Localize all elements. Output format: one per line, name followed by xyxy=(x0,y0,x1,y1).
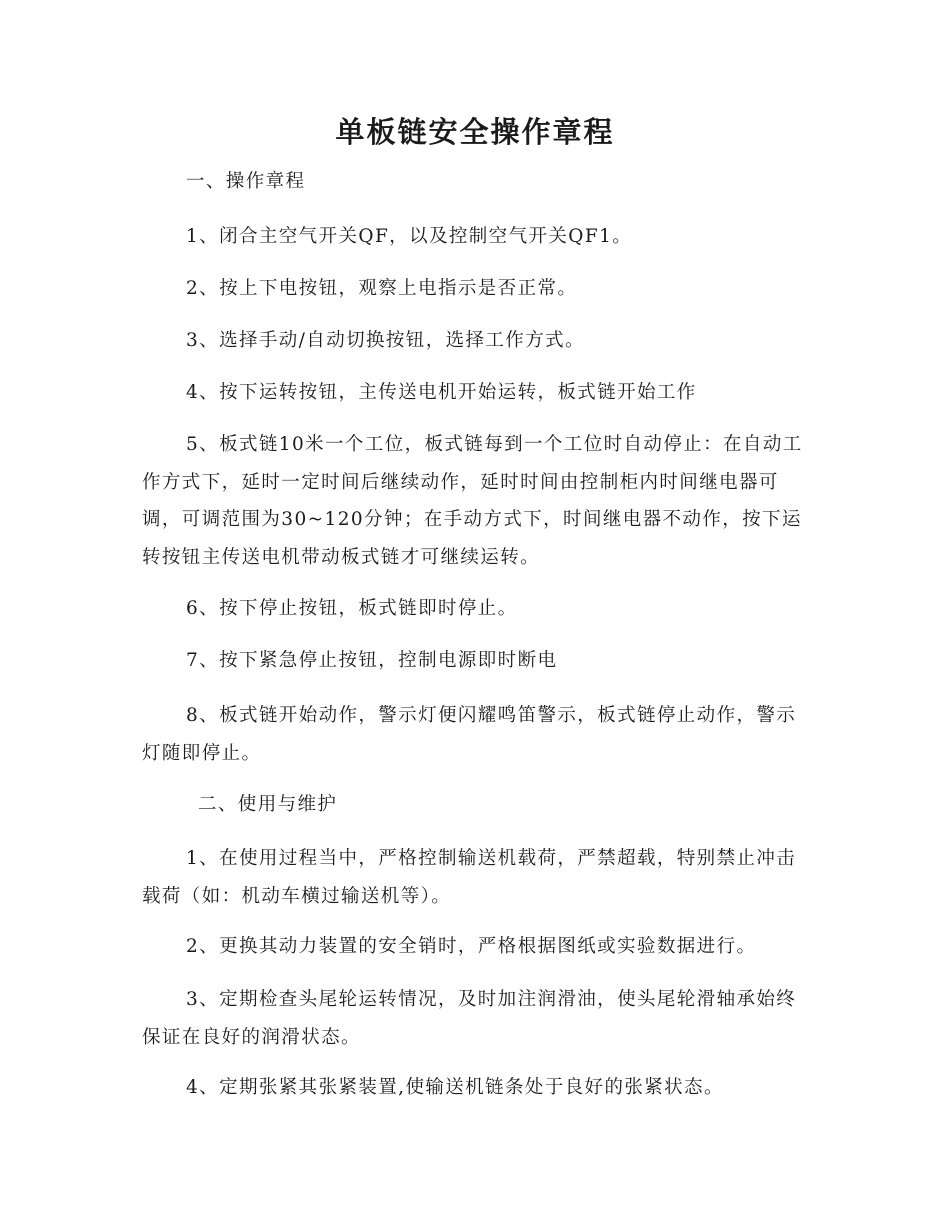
section-heading-maintenance: 二、使用与维护 xyxy=(198,794,338,815)
maintenance-item-2: 2、更换其动力装置的安全销时，严格根据图纸或实验数据进行。 xyxy=(186,936,757,957)
operation-item-4: 4、按下运转按钮，主传送电机开始运转，板式链开始工作 xyxy=(186,382,697,403)
operation-item-3: 3、选择手动/自动切换按钮，选择工作方式。 xyxy=(186,330,585,351)
operation-item-2: 2、按上下电按钮，观察上电指示是否正常。 xyxy=(186,278,578,299)
operation-item-1: 1、闭合主空气开关QF，以及控制空气开关QF1。 xyxy=(186,226,633,247)
maintenance-item-4: 4、定期张紧其张紧装置,使输送机链条处于良好的张紧状态。 xyxy=(186,1077,724,1098)
maintenance-item-3: 3、定期检查头尾轮运转情况，及时加注润滑油，使头尾轮滑轴承始终保证在良好的润滑状态。 xyxy=(142,989,797,1048)
operation-item-7: 7、按下紧急停止按钮，控制电源即时断电 xyxy=(186,650,558,671)
operation-item-8: 8、板式链开始动作，警示灯便闪耀鸣笛警示，板式链停止动作，警示灯随即停止。 xyxy=(142,705,797,764)
section-heading-operation: 一、操作章程 xyxy=(186,171,306,192)
document-title: 单板链安全操作章程 xyxy=(335,115,615,149)
operation-item-5: 5、板式链10米一个工位，板式链每到一个工位时自动停止：在自动工作方式下，延时一定时间后继续动作，延时时间由控制柜内时间继电器可调，可调范围为30~120分钟；在手动方式下，时间继电器不动作，按下运转按钮主传送电机带动板式链才可继续运转。 xyxy=(142,434,803,568)
operation-item-6: 6、按下停止按钮，板式链即时停止。 xyxy=(186,598,518,619)
maintenance-item-1: 1、在使用过程当中，严格控制输送机载荷，严禁超载，特别禁止冲击载荷（如：机动车横过输送机等）。 xyxy=(142,848,797,907)
